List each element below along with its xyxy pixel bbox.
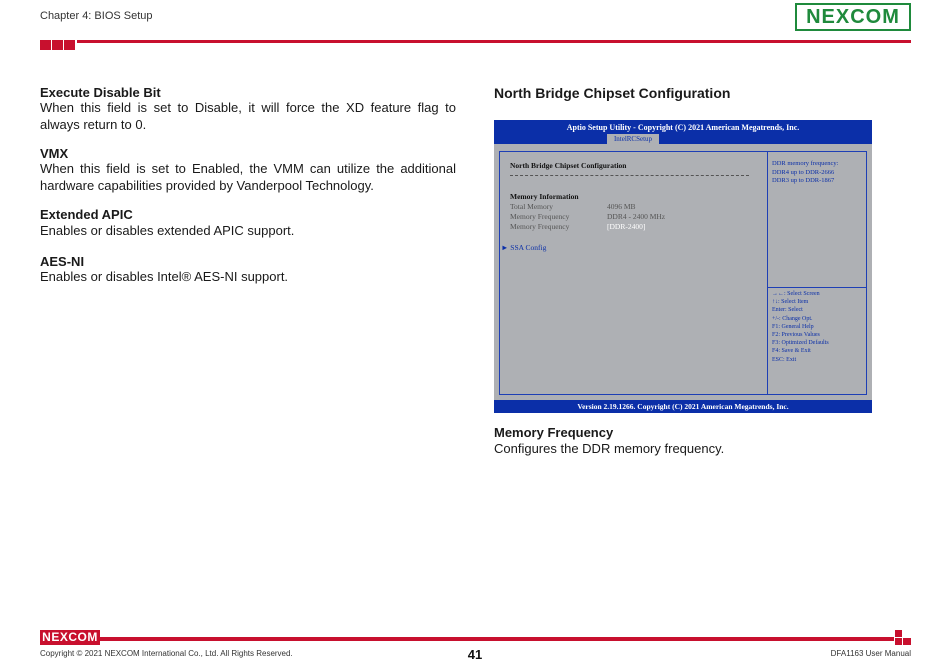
- bios-key-line: →←: Select Screen: [772, 291, 820, 297]
- bios-key-legend: [772, 290, 829, 364]
- section-text-vmx: When this field is set to Enabled, the VMM can utilize the additional hardware capabilities provided by Vanderpool Technology.: [40, 161, 456, 193]
- footer-copyright: Copyright © 2021 NEXCOM International Co., Ltd. All Rights Reserved.: [40, 649, 293, 658]
- header-squares: [40, 40, 75, 50]
- bios-key-line: F1: General Help: [772, 323, 814, 330]
- bios-key-line: ESC: Exit: [772, 356, 797, 363]
- logo-text: NEXCOM: [806, 5, 900, 28]
- bios-divider-horizontal: [768, 287, 867, 288]
- footer-square: [903, 638, 911, 645]
- bios-key-line: Enter: Select: [772, 307, 803, 314]
- bios-help-line: DDR memory frequency:: [772, 160, 839, 167]
- bios-dashed-separator: [510, 175, 749, 176]
- bios-subtitle: North Bridge Chipset Configuration: [510, 161, 627, 170]
- section-text-extended-apic: Enables or disables extended APIC support.: [40, 223, 295, 238]
- bios-row-label[interactable]: Memory Frequency: [510, 222, 570, 231]
- bios-screenshot: [494, 120, 872, 413]
- bios-title-text: Aptio Setup Utility - Copyright (C) 2021 American Megatrends, Inc.: [566, 123, 800, 132]
- memory-frequency-description: Configures the DDR memory frequency.: [494, 441, 725, 456]
- footer-logo: NEXCOM: [40, 630, 100, 645]
- header-square: [40, 40, 51, 50]
- chapter-title: Chapter 4: BIOS Setup: [40, 10, 153, 22]
- section-title-aes-ni: AES-NI: [40, 254, 85, 269]
- footer-square: [895, 630, 902, 637]
- header-rule: [77, 40, 911, 43]
- memory-frequency-title: Memory Frequency: [494, 425, 614, 440]
- bios-key-line: F3: Optimized Defaults: [772, 340, 829, 347]
- header-square: [64, 40, 75, 50]
- bios-key-line: F4: Save & Exit: [772, 348, 811, 355]
- bios-row-label: Total Memory: [510, 202, 554, 211]
- page-number: 41: [467, 647, 483, 662]
- header-square: [52, 40, 63, 50]
- bios-divider-vertical: [767, 151, 768, 395]
- bios-memory-info-label: Memory Information: [510, 192, 579, 201]
- footer-square: [895, 638, 902, 645]
- section-text-execute-disable-bit: When this field is set to Disable, it will force the XD feature flag to always return to 0.: [40, 100, 456, 132]
- footer-manual-name: DFA1163 User Manual: [830, 649, 911, 658]
- section-title-execute-disable-bit: Execute Disable Bit: [40, 85, 161, 100]
- nexcom-logo: [795, 3, 911, 31]
- bios-row-value: 4096 MB: [607, 202, 636, 211]
- bios-row-label: Memory Frequency: [510, 212, 570, 221]
- bios-memory-frequency-option[interactable]: [DDR-2400]: [607, 222, 646, 231]
- bios-version-text: Version 2.19.1266. Copyright (C) 2021 American Megatrends, Inc.: [577, 402, 789, 411]
- bios-key-line: ↑↓: Select Item: [772, 299, 809, 306]
- footer-rule: [40, 637, 894, 641]
- section-title-extended-apic: Extended APIC: [40, 207, 133, 222]
- bios-key-line: +/-: Change Opt.: [772, 315, 813, 322]
- bios-help-line: DDR4 up to DDR-2666: [772, 168, 835, 176]
- bios-key-line: F2: Previous Values: [772, 332, 820, 339]
- bios-help-line: DDR3 up to DDR-1867: [772, 177, 835, 184]
- north-bridge-section-title: North Bridge Chipset Configuration: [494, 85, 731, 101]
- bios-tab-intelrcsetup[interactable]: IntelRCSetup: [607, 134, 659, 145]
- bios-help-panel: [772, 160, 838, 186]
- section-text-aes-ni: Enables or disables Intel® AES-NI support.: [40, 269, 289, 284]
- bios-row-value: DDR4 - 2400 MHz: [607, 212, 666, 221]
- section-title-vmx: VMX: [40, 146, 69, 161]
- bios-ssa-config-submenu[interactable]: ► SSA Config: [501, 243, 547, 252]
